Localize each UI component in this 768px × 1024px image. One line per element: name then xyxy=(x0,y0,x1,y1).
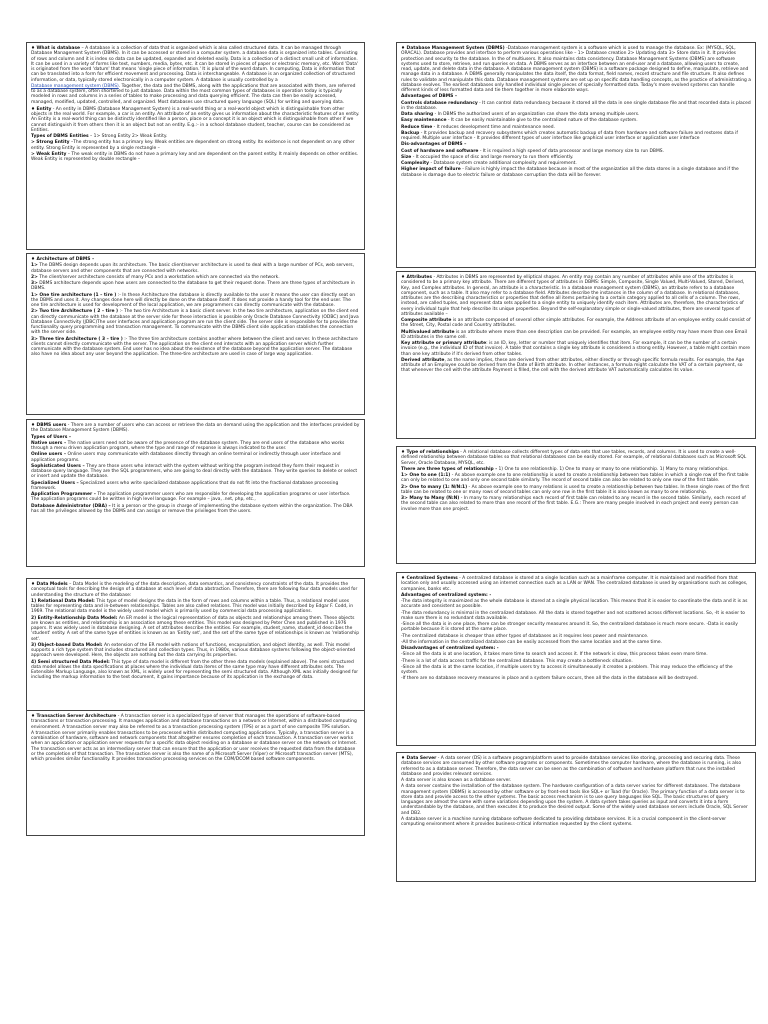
paragraph xyxy=(401,640,751,645)
paragraph xyxy=(401,784,751,816)
paragraph-text: –The strong entity has a primary key. Weak entities are dependent on strong entity. Its existence is not dependent on any other entity. Strong Entity is represented by a single rectangle – xyxy=(31,140,355,151)
paragraph xyxy=(401,646,751,651)
paragraph-text: - In many to many relationships each record of first table can related to any record in the second table. Similarly, each record of the second table can also related to more than one record of the first table. E.G.: There are many people involved in each project and every person can involve more than one project. xyxy=(401,496,746,512)
term-label: Controls database redundancy xyxy=(401,100,478,106)
paragraph xyxy=(31,281,360,292)
paragraph xyxy=(31,140,360,151)
term-label: Database Administrator (DBA) – xyxy=(31,503,111,509)
paragraph xyxy=(31,337,360,358)
paragraph-text: - In DBMS the authorized users of an organization can share the data among multiple users. xyxy=(433,112,640,117)
paragraph-text: – The weak entity in DBMS do not have a primary key and are dependent on the parent entity. It mainly depends on other entities. Weak Entity is represented by double rectangle – xyxy=(31,151,359,162)
paragraph-text: is an attribute composed of several other simple attributes. For example, the Address attribute of an employee entity could consist of the Street, City, Postal code and Country attributes. xyxy=(401,318,751,329)
term-label: ♦ Type of relationships xyxy=(401,450,459,455)
paragraph-text: A database server is a machine running database software dedicated to providing database services. It is a crucial component in the client-server computing environment where it provides business-critical information requested by the client systems. xyxy=(401,816,727,827)
term-label: ♦ What is database xyxy=(31,46,81,51)
paragraph xyxy=(401,496,751,512)
term-label: ♦ Architecture of DBMS – xyxy=(31,257,95,262)
paragraph-text: - Attributes in DBMS are represented by elliptical shapes. An entity may contain any number of attributes while one of the attributes is considered to be a primary key attribute. There are different types of attributes in DBMS: Simple, Composite, Single Valued, Multi-Valued, Stored, Derived, Key, and Complex attributes. In general, an attribute is a characteristic. In a database management system (DBMS), an attribute refers to a database component, such as a table. It also may refer to a database field. Attributes describe the instances in the column of a database. In relational databases, attributes are the describing characteristics or properties that define all items pertaining to a certain category applied to all cells of a column. The rows, instead, are called tuples, and represent data sets applied to a single entity to uniquely identify each item. Attributes are, therefore, the characteristics of every individual tuple that help describe its unique properties. Beyond the self-explanatory simple or single-valued attributes, there are several types of attributes available – xyxy=(401,275,745,317)
paragraph-text: - It occupied the space of disc and large memory to run them efficiently. xyxy=(411,154,574,160)
paragraph-text: - Database system create additional complexity and requirement. xyxy=(429,161,577,166)
paragraph xyxy=(401,593,751,598)
section-body xyxy=(31,714,360,762)
paragraph xyxy=(401,155,751,160)
paragraph xyxy=(31,643,360,659)
term-label: Derived attribute xyxy=(401,357,445,363)
paragraph-text: Specialized users who write specialized database applications that do not fit into the fractional database processing framework. xyxy=(31,480,339,491)
paragraph xyxy=(31,435,360,440)
term-label: Specialized Users – xyxy=(31,480,79,486)
term-label: Size xyxy=(401,154,412,160)
paragraph xyxy=(401,131,751,142)
paragraph-text: They are those users who interact with the system without writing the program instead they form their request in database query language. They are the SQL programmers, who are going to deal directly with the database. They write queries to delete or select or insert and update the database. xyxy=(31,463,358,480)
section-body xyxy=(31,582,360,681)
section-body xyxy=(31,423,360,514)
paragraph xyxy=(401,161,751,166)
term-label: 3> Three tire Architecture ( 3 – tire ) xyxy=(31,336,123,342)
paragraph xyxy=(31,492,360,503)
paragraph-text: -Since all the data is at one location, it takes more time to search and access it. If the network is slow, this process takes even more time. xyxy=(401,652,708,658)
paragraph xyxy=(401,318,751,329)
paragraph-text: It is a person or the group in charge of implementing the database system within the organization. The DBA has all the privileges allowed by the DBMS and can assign or remove the privileges from the users. xyxy=(31,503,353,514)
term-label: Types of DBMS Entities xyxy=(31,134,89,139)
term-label: Higher impact of failure xyxy=(401,167,461,173)
term-label: Backup xyxy=(401,130,420,136)
section-body xyxy=(401,576,751,682)
term-label: 1) Relational Data Model: xyxy=(31,598,95,604)
paragraph xyxy=(31,616,360,642)
paragraph xyxy=(31,257,360,262)
term-label: Composite attribute xyxy=(401,318,452,323)
paragraph xyxy=(401,341,751,357)
paragraph xyxy=(31,134,360,139)
paragraph xyxy=(401,576,751,592)
term-label: ♦ Data Server xyxy=(401,756,437,761)
term-label: 3> Many to Many (N:N) xyxy=(401,496,460,501)
paragraph xyxy=(401,149,751,154)
term-label: 2> One to many (1: N/N:1) xyxy=(401,484,468,490)
paragraph-text: - Failure is highly impact the database because in most of the organization all the data stores in a single database and if the database is damage due to electric failure or database corruption the data will be forever. xyxy=(401,167,739,178)
paragraph xyxy=(31,293,360,309)
paragraph-text: -There is a lot of data access traffic for the centralized database. This may create a bottleneck situation. xyxy=(401,658,633,664)
section-centralized xyxy=(396,572,756,746)
paragraph xyxy=(31,504,360,515)
paragraph-text: . Together, the data and the DBMS, along with the applications that are associated with them, are referred to as a database system, often shortened to just database. Data within the most common types of databases in operation today is typically modeled in rows and columns in a series of tables to make processing and data querying efficient. The data can then be easily accessed, managed, modified, updated, controlled, and organized. Most databases use structured query language (SQL) for writing and querying data. xyxy=(31,83,356,105)
term-label: Native users – xyxy=(31,440,67,446)
paragraph-text: - A transaction server is a specialized type of server that manages the operations of software-based transactions or transaction processing. It manages application and database transactions on a network or Internet, within a distributed computing environment. A transaction server may also be referred to as a transaction processing system (TPS) or as a part of one composite TPS solution. xyxy=(31,714,357,730)
paragraph xyxy=(401,112,751,117)
paragraph xyxy=(31,464,360,480)
paragraph-text: -All the information in the centralized database can be easily accessed from the same location and at the same time. xyxy=(401,639,662,645)
term-label: 1> One tire architecture (1 – tire ) xyxy=(31,292,117,298)
section-transaction-server xyxy=(26,710,365,836)
term-label: 1> xyxy=(31,263,38,269)
paragraph xyxy=(401,167,751,178)
paragraph xyxy=(401,473,751,484)
term-label: There are three types of relationship - xyxy=(401,466,498,472)
paragraph-text: - It provides backup and recovery subsystems which creates automatic backup of data from hardware and software failure and restores data if required. Multiple user interface - It provides different types of user interface like graphical user interface or application user interface xyxy=(401,130,738,141)
paragraph xyxy=(31,84,360,105)
paragraph xyxy=(401,46,751,93)
paragraph xyxy=(401,101,751,112)
section-data-server xyxy=(396,752,756,882)
section-body xyxy=(401,46,751,178)
paragraph xyxy=(31,452,360,463)
paragraph-text: -Database management system is a software which is used to manage the database. Ex: (MYSQL, SQL, ORACAL). Database provides and interface to perform various operations like – 1> Database creation 2> Updating data 3> Store data in it. It provides protection and security to the database. In the of multiusers. It also maintains data consistency. Database Management Systems (DBMS) are software systems used to store, retrieve, and run queries on data. A DBMS serves as an interface between an end-user and a database, allowing users to create, read, update, and delete data in the database. A database management system (DBMS) is a software package designed to define, manipulate, retrieve and manage data in a database. A DBMS generally manipulates the data itself, the data format, field names, record structure and file structure. It also defines rules to validate and manipulate this data. Database management systems are set up on specific data handling concepts, as the practice of administrating a database evolves. The earliest databases only handled individual single pieces of specially formatted data. Today's more evolved systems can handle different kinds of less formatted data and tie them together in more elaborate ways. xyxy=(401,46,752,93)
paragraph-text: – 1> Strong Entity 2> Weak Entity. xyxy=(88,134,168,139)
term-label: 2> xyxy=(31,274,38,280)
section-architecture xyxy=(26,253,365,415)
section-body xyxy=(401,756,751,827)
paragraph-text: - There are a number of users who can access or retrieve the data on demand using the application and the interfaces provided by the Database Management System (DBMS). xyxy=(31,423,360,434)
paragraph-text: -The data integrity is maximized as the whole database is stored at a single physical location. This means that it is easier to coordinate the data and it is as accurate and consistent as possible. xyxy=(401,599,748,610)
paragraph xyxy=(31,309,360,335)
paragraph-text: - An entity in DBMS (Database Management System) is a real-world thing or a real-world object which is distinguishable from other objects in the real world. For example, a car is an entity. An attribute of an entity gives us information about the characteristic features of an entity. An Entity is a real-world thing can be distinctly identified like a person, place or a concept it is an object which is distinguishable from other if we cannot distinguish it from others then it is an object but not an entity. E.g.:- in a school database student, teacher, course can be considered as Entities. xyxy=(31,106,360,133)
paragraph-text: A data server contains the installation of the database system. The hardware configuration of a data server varies for different databases. The database management system (DBMS) is accessed by other software or by front-end tools like SQL+ or Toad (for Oracle). The primary function of a data server is to store data and provide access to the other systems. The basic access mechanism is to use query languages like SQL. The basic structures of query languages are almost the same with some variations depending upon the system. A data system takes queries as input and converts it into a form understandable by the database, and then executes it to produce the desired output. Some of the widely used database servers include Oracle, SQL Server and DB2. xyxy=(401,784,748,816)
paragraph-text: This type of model designs the data in the form of rows and columns within a table. Thus, a relational model uses tables for representing data and in-between relationships. Tables are also called relations. This model was initially described by Edgar F. Codd, in 1969. The relational data model is the widely used model which is primarily used by commercial data processing applications. xyxy=(31,598,354,615)
section-body xyxy=(401,275,751,374)
term-label: ♦ Transaction Server Architecture xyxy=(31,714,117,719)
paragraph-text: DBMS architecture depends upon how users are connected to the database to get their request done. There are three types of architecture in DBMS. xyxy=(31,281,355,292)
paragraph xyxy=(401,817,751,828)
term-label: 1> One to one (1:1) xyxy=(401,473,451,478)
paragraph xyxy=(401,450,751,466)
term-label: Sophisticated Users – xyxy=(31,463,85,469)
paragraph-text: The client/server architecture consists of many PCs and a workstation which are connected via the network. xyxy=(37,274,280,280)
paragraph-text: - As above example one to one relationship is used to create a relationship between two tables in which a single row of the first table can only be related to one and only one second table similarly. The record of second table can also be related to only one row of the first table. xyxy=(401,473,749,484)
paragraph-text: – Data Model is the modeling of the data description, data semantics, and consistency constraints of the data. It provides the conceptual tools for describing the design of a database at each level of data abstraction. Therefore, there are following four data models used for understanding the structure of the database: xyxy=(31,582,358,598)
dbms-link[interactable]: Database management system (DBMS) xyxy=(31,83,119,89)
paragraph xyxy=(401,599,751,610)
paragraph xyxy=(401,358,751,374)
paragraph-text: :- The three tire architecture contains another where between the client and server. In these architecture clients cannot directly communicate with the server. The application on the client end interacts with an application server which further communicate with the database system. End user has no idea about the existence of the database beyond the application server. The database also have no idea about any user beyond the application. The three-tire architecture are used in case of large way application. xyxy=(31,336,358,358)
term-label: Cost of hardware and software xyxy=(401,148,479,154)
term-label: ♦ DBMS users xyxy=(31,423,67,428)
section-relationships xyxy=(396,446,756,564)
paragraph xyxy=(31,423,360,434)
term-label: Application Programmer – xyxy=(31,492,96,497)
term-label: ♦ Centralized Systems xyxy=(401,576,458,581)
section-what-is-database xyxy=(26,42,365,250)
term-label: Types of Users – xyxy=(31,434,72,440)
paragraph-text: -If there are no database recovery measures in place and a system failure occurs, then all the data in the database will be destroyed. xyxy=(401,676,699,682)
paragraph-text: -The centralized database is cheaper than other types of databases as it requires less power and maintenance. xyxy=(401,633,649,639)
term-label: Advantages of centralized system: - xyxy=(401,592,492,598)
paragraph-text: - A relational database collects different types of data sets that use tables, records, and columns. It is used to create a well-defined relationship between database tables so that relational databases can be easily stored. For example, of relational databases such as Microsoft SQL Server, Oracle Database, MYSQL, etc. xyxy=(401,450,747,466)
term-label: Dis-advantages of DBMS – xyxy=(401,142,467,148)
paragraph xyxy=(401,622,751,633)
paragraph xyxy=(31,731,360,763)
paragraph xyxy=(31,263,360,274)
paragraph-text: - It can be easily maintainable give to the centralized nature of the database system. xyxy=(446,118,638,124)
paragraph-text: - As above example one to many relations is used to create a relationship between two tables. In these single rows of the first table can be related to one or many rows of second tables can only one row in the first table it is also known as many to one relationship. xyxy=(401,484,750,495)
paragraph-text: An ER model is the logical representation of data as objects and relationships among them. These objects are known as entities, and relationship is an association among these entities. This model was designed by Peter Chen and published in 1976 papers. It was widely used in database designing. A set of attributes describe the entities. For example, student_name, student_id describes the 'student' entity. A set of the same type of entities is known as an 'Entity set', and the set of the same type of relationships is known as 'relationship set'. xyxy=(31,615,360,642)
term-label: > Strong Entity xyxy=(31,140,70,146)
term-label: ♦ Attributes xyxy=(401,275,433,280)
section-body xyxy=(31,46,360,162)
paragraph-text: An extension of the ER model with notions of functions, encapsulation, and object identity, as well. This model supports a rich type system that includes structured and collection types. Thus, in 1980s, various database systems following the object-oriented approach were developed. Here, the objects are nothing but the data carrying its properties. xyxy=(31,642,356,659)
term-label: ♦ Database Management System (DBMS) xyxy=(401,46,505,51)
paragraph-text: - A data server (DS) is a software program/platform used to provide database services like storing, processing and securing data. These database services are consumed by other software programs or components. Sometimes the computer hardware, where the database is running, is also referred to as a database server. Therefore, the data server can be seen as the combination of software and hardware platform that runs the installed database and provides relevant services. xyxy=(401,756,742,777)
paragraph xyxy=(401,659,751,664)
paragraph xyxy=(401,634,751,639)
paragraph xyxy=(31,441,360,452)
paragraph-text: A data server is also known as a database server. xyxy=(401,778,512,783)
paragraph xyxy=(31,46,360,83)
paragraph xyxy=(401,756,751,777)
paragraph-text: , as the name implies, these are derived from other attributes, either directly or through specific formula results. For example, the Age attribute of an Employee could be derived from the Date of Birth attribute. In other instances, a formula might calculate the VAT of a certain payment, so that whenever the cell with the attribute Payment is filled, the cell with the derived attribute VAT automatically calculates its value. xyxy=(401,357,745,374)
paragraph xyxy=(31,481,360,492)
paragraph xyxy=(401,778,751,783)
section-attributes xyxy=(396,271,756,439)
paragraph xyxy=(31,660,360,681)
paragraph xyxy=(31,599,360,615)
paragraph xyxy=(401,467,751,472)
paragraph xyxy=(401,142,751,147)
term-label: ♦ Data Models xyxy=(31,582,68,587)
term-label: Complexity xyxy=(401,161,430,166)
paragraph-text: The DBMS design depends upon its architecture. The basic client/server architecture is used to deal with a large number of PCs, web servers, database servers and other components that are connected with networks. xyxy=(31,263,355,274)
paragraph-text: -The data redundancy is minimal in the centralized database. All the data is stored together and not scattered across different locations. So, -It is easier to make sure there is no redundant data available. xyxy=(401,610,745,621)
paragraph xyxy=(401,125,751,130)
paragraph-text: - It is required a high speed of data processor and large memory size to run DBMS. xyxy=(478,148,664,154)
paragraph-text: :- The two tire Architecture is a basic client server. In the two tire architecture, application on the client end can directly communicate with the database at the server side for these interaction is possible only Oracle Database Connectivity (ODBC) and Java Database Connectivity (JDBC)The user interfaces and application program are run the client side. The server side is responsible for to provides the functionality query programming and transaction management. To communicate with the DBMS client side application stablishes the connection with the server side. xyxy=(31,309,359,336)
paragraph xyxy=(401,652,751,657)
paragraph-text: - It reduces development time and maintenance need. xyxy=(432,124,555,130)
term-label: 3) Object-based Data Model: xyxy=(31,642,103,648)
term-label: Online users – xyxy=(31,452,67,458)
term-label: Multivalued attribute xyxy=(401,329,455,335)
section-dbms xyxy=(396,42,756,268)
term-label: 4) Semi structured Data Model: xyxy=(31,659,110,665)
paragraph-text: : is an ID, key, letter or number that uniquely identifies that item. For example, it can be the number of a certain invoice (e.g., the individual ID of that invoice). A table that contains a single key attribute is considered a strong entity. However, a table might contain more than one key attribute if it's derived from other tables. xyxy=(401,341,751,357)
term-label: 2) Entity-Relationship Data Model: xyxy=(31,615,118,621)
paragraph xyxy=(401,275,751,317)
paragraph xyxy=(401,485,751,496)
section-body xyxy=(401,450,751,512)
paragraph-text: - A centralized database is stored at a single location such as a mainframe computer. It is maintained and modified from that location only and usually accessed using an internet connection such as a LAN or WAN. The centralized database is used by organisations such as colleges, companies, banks etc. xyxy=(401,576,748,592)
section-dbms-users xyxy=(26,419,365,567)
paragraph-text: 1) One to one relationship. 1) One to many or many to one relationship. 1) Many to many relationships. xyxy=(497,466,729,472)
paragraph xyxy=(401,665,751,676)
term-label: Disadvantages of centralized system: - xyxy=(401,646,499,651)
paragraph-text: The application programmer users who are responsible for developing the application programs or user interface. The application programs could be written in high level language. For example – java, .net, php, etc., xyxy=(31,492,351,503)
term-label: Advantages of DBMS – xyxy=(401,94,458,100)
term-label: ♦ Entity xyxy=(31,106,52,112)
paragraph xyxy=(31,107,360,133)
term-label: Data sharing xyxy=(401,112,434,117)
paragraph xyxy=(401,94,751,99)
paragraph xyxy=(31,582,360,598)
paragraph-text: :- In these Architecture the database is directly available to the user it means the user can directly seat on the DBMS and uses it. Any changes done here will directly be done on the database itself. It does not provide a handy tool for the end user. The one tire architecture is used for development of the local application, we are programmers can directly communicate with the database. xyxy=(31,292,356,308)
paragraph-text: – A database is a collection of data that is organized which is also called structured data. It can be managed through Database Management System (DBMS). In it can be accessed or stored in a computer system. a database data is organized into tables. Consisting of rows and column and it is index so data can be updated, expanded and deleted easily. Data is a collection of a distinct small unit of information. It can be used in a variety of forms like text, numbers, media, bytes, etc. it can be stored in pieces of paper or electronic memory, etc. Word 'Data' is originated from the word 'datum' that means 'single piece of information.' It is plural of the word datum. In computing, Data is information that can be translated into a form for efficient movement and processing. Data is interchangeable. A database is an organized collection of structured information, or data, typically stored electronically in a computer system. A database is usually controlled by a xyxy=(31,46,359,83)
paragraph-text: is an attribute where more than one description can be provided. For example, an employee entity may have more than one Email ID attributes in the same cell. xyxy=(401,329,747,340)
paragraph-text: Online users may communicate with databases directly through an online terminal or indirectly through user interface and application programs. xyxy=(31,452,341,463)
paragraph xyxy=(401,118,751,123)
paragraph-text: -Since all the data is at the same location, if multiple users try to access it simultaneously it creates a problem. This may reduce the efficiency of the system. xyxy=(401,664,733,675)
paragraph xyxy=(31,275,360,280)
term-label: 3> xyxy=(31,281,38,286)
term-label: Reduce time xyxy=(401,124,433,130)
term-label: 2> Two tire Architecture ( 2 – tire ) xyxy=(31,309,119,315)
paragraph xyxy=(401,611,751,622)
paragraph-text: -Since all the data is in one place, there can be stronger security measures around it. So, the centralized database is much more secure. -Data is easily portable because it is stored at the same place. xyxy=(401,622,738,633)
section-body xyxy=(31,257,360,358)
paragraph xyxy=(31,714,360,730)
term-label: Easy maintenance xyxy=(401,118,447,124)
paragraph-text: - It can control data redundancy because it stored all the data in one single database file and that recorded data is placed in the database. xyxy=(401,100,751,111)
paragraph-text: This type of data model is different from the other three data models (explained above). The semi structured data model allows the data specifications at places where the individual data items of the same type may have different attributes sets. The Extensible Markup Language, also known as XML, is widely used for representing the semi structured data. Although XML was initially designed for including the markup information to the text document, it gains importance because of its application in the exchange of data. xyxy=(31,659,359,681)
term-label: > Weak Entity xyxy=(31,151,67,157)
paragraph xyxy=(401,330,751,341)
term-label: Key attribute or primary attribute xyxy=(401,341,487,346)
paragraph xyxy=(31,152,360,163)
paragraph-text: The native users need not be aware of the presence of the database system. They are end users of the database who works through a menu driven application program, where the type and range of response is always indicated to the user. xyxy=(31,440,345,451)
paragraph xyxy=(401,676,751,681)
paragraph-text: A transaction server primarily enables transactions to be processed within distributed computing applications. Typically, a transaction server is a combination of hardware, software and network components that altogether ensures completion of each transaction. A transaction server works when an application or application server requests for a specific data object residing on a database or database server on the network or Internet. The transaction server acts as an intermediary server that can ensure that the application or user receives the requested data from the database or the completion of that transaction. The transaction server is also the name of a Microsoft Server (Viper) or Microsoft transaction server (MTS), which provides similar functionality. It provides transaction processing services on the COM/DCOM based software components. xyxy=(31,730,357,762)
